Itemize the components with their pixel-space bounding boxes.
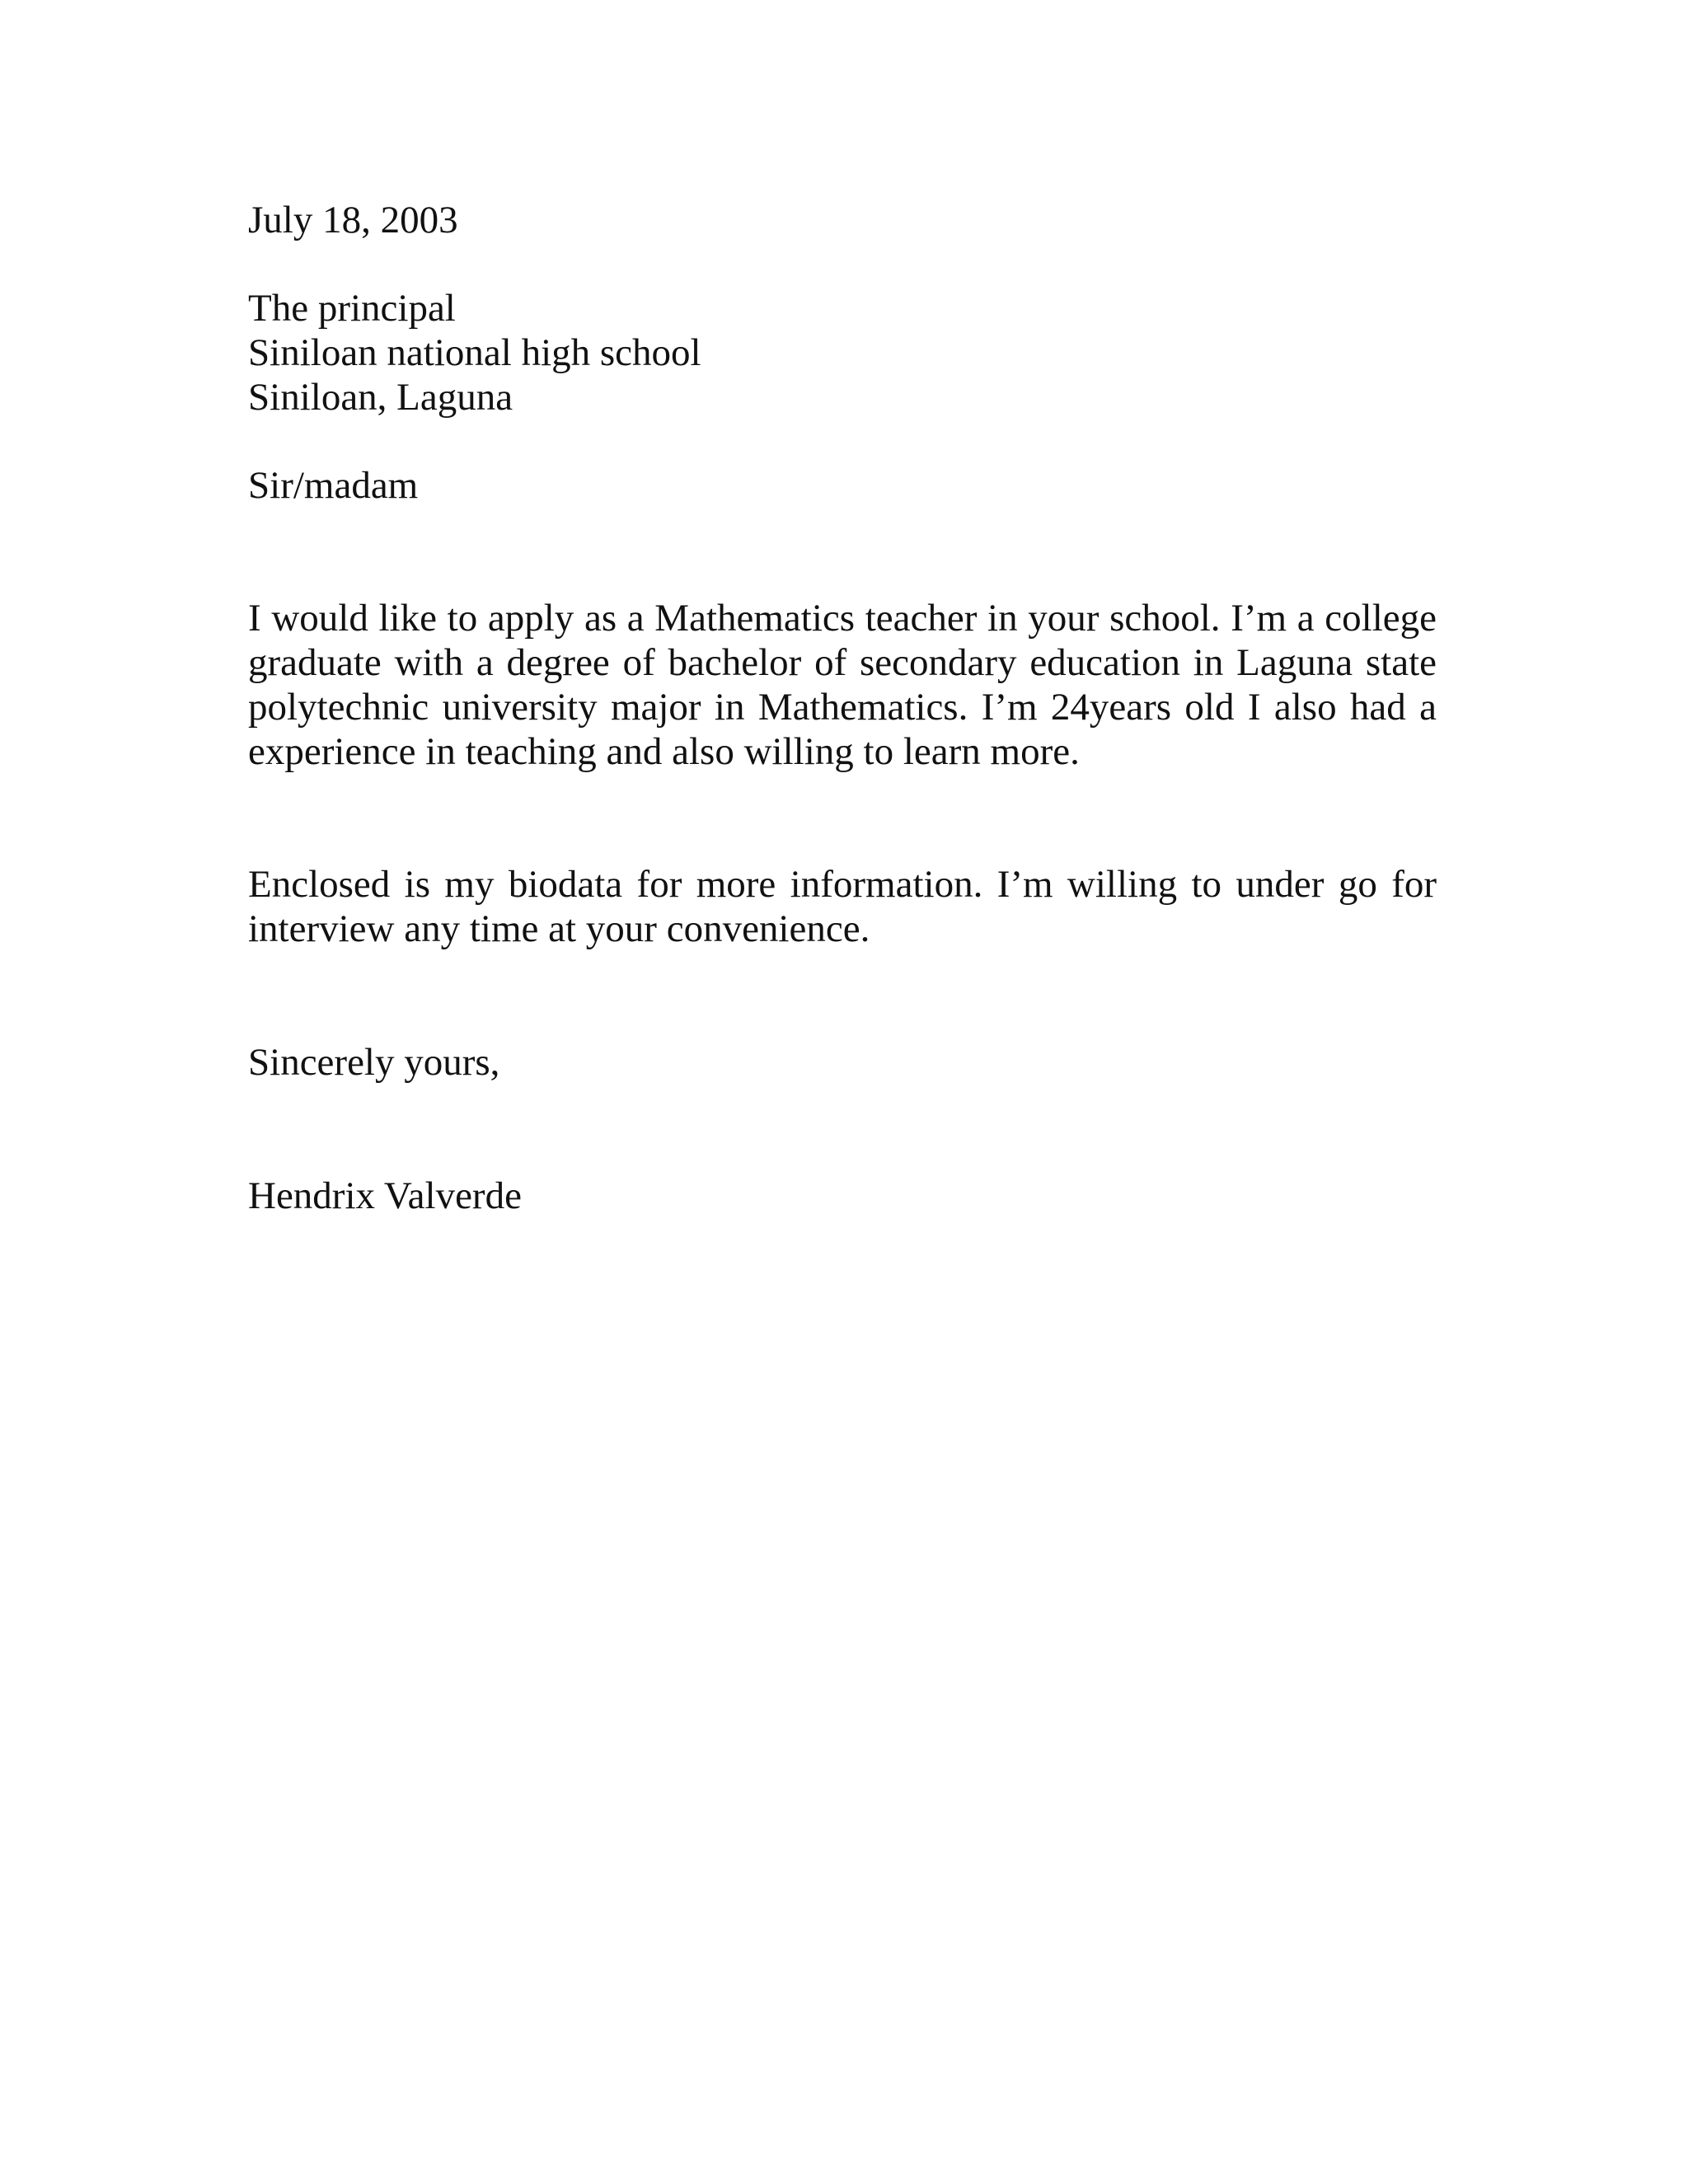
recipient-title: The principal (248, 287, 456, 330)
recipient-location: Siniloan, Laguna (248, 376, 513, 419)
closing: Sincerely yours, (248, 1041, 500, 1084)
salutation: Sir/madam (248, 464, 419, 507)
recipient-address (248, 286, 1437, 419)
body-paragraph-enclosure: Enclosed is my biodata for more information. I’m willing to under go for interview any time at your convenience. (248, 863, 1437, 950)
body-paragraph-application: I would like to apply as a Mathematics teacher in your school. I’m a college graduate with a degree of bachelor of secondary education in Laguna state polytechnic university major in Mathematics. I’m 24years old I also had a experience in teaching and also willing to learn more. (248, 597, 1437, 773)
signature-name: Hendrix Valverde (248, 1174, 522, 1217)
application-letter (248, 198, 1437, 1218)
letter-date: July 18, 2003 (248, 199, 458, 241)
recipient-school: Siniloan national high school (248, 331, 701, 374)
